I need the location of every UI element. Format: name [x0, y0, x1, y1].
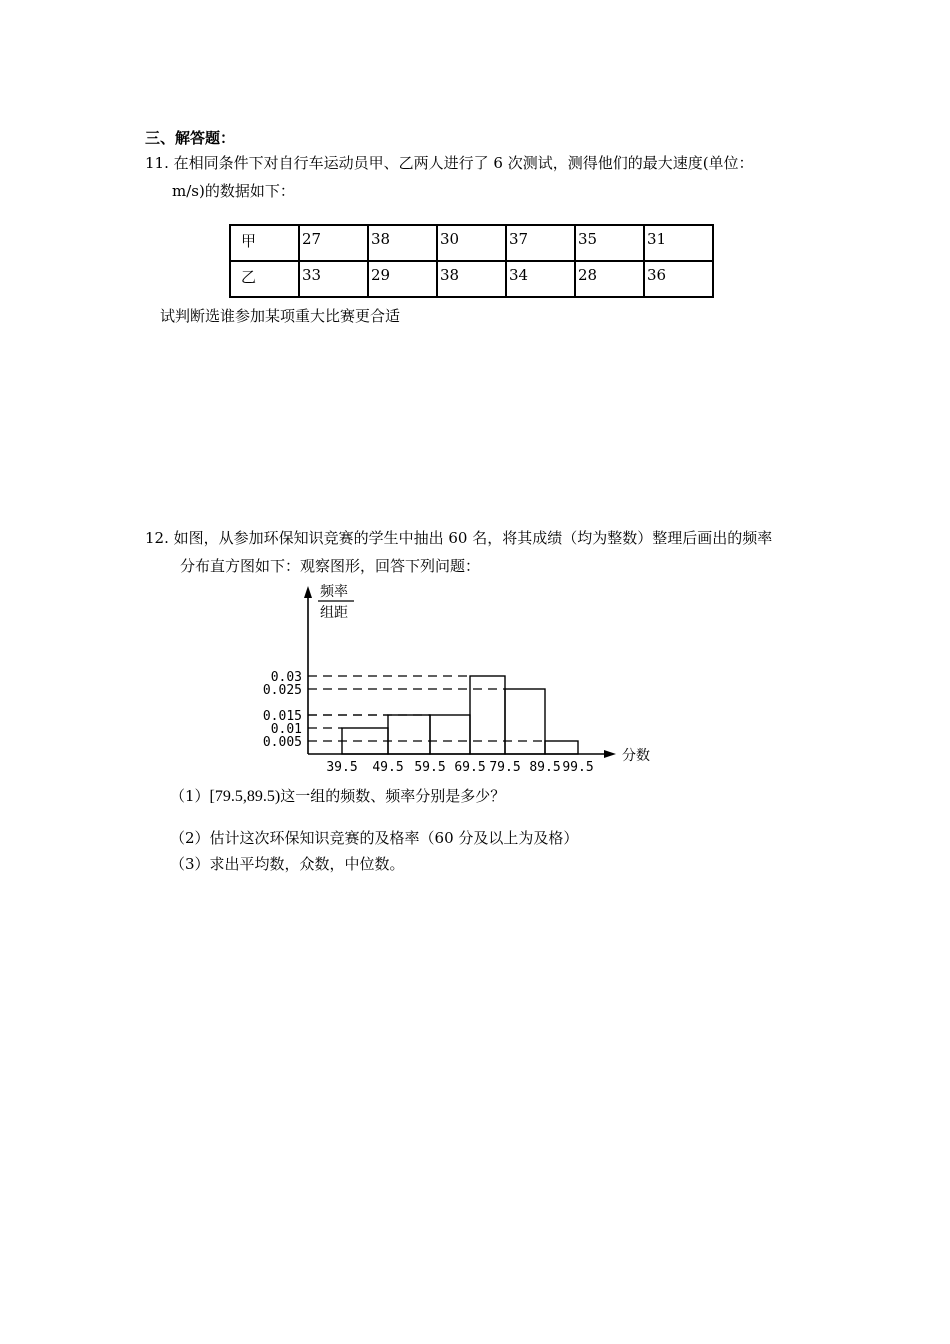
histogram-chart — [250, 580, 660, 775]
q12-sub1 — [170, 786, 505, 807]
table-cell: 29 — [368, 261, 437, 297]
x-tick-label: 69.5 — [454, 760, 486, 775]
table-cell: 37 — [506, 225, 575, 261]
sub1-text: 这一组的频数、频率分别是多少？ — [280, 787, 506, 805]
y-tick-label: 0.03 — [270, 670, 302, 685]
q11-question: 试判断选谁参加某项重大比赛更合适 — [160, 307, 401, 325]
histogram-bar — [342, 728, 388, 754]
y-axis-label-bottom: 组距 — [320, 605, 348, 621]
table-cell: 35 — [575, 225, 644, 261]
section-title: 三、解答题： — [145, 129, 236, 147]
q12-sub2: （2）估计这次环保知识竞赛的及格率（60 分及以上为及格） — [170, 829, 579, 847]
table-row — [230, 261, 713, 297]
q11-line1: 11. 在相同条件下对自行车运动员甲、乙两人进行了 6 次测试，测得他们的最大速度(单位： — [145, 154, 754, 172]
table-cell: 38 — [437, 261, 506, 297]
histogram-bar — [545, 741, 578, 754]
table-cell: 34 — [506, 261, 575, 297]
q12-line2: 分布直方图如下：观察图形，回答下列问题： — [180, 557, 481, 575]
table-cell: 36 — [644, 261, 713, 297]
q12-line1: 12. 如图，从参加环保知识竞赛的学生中抽出 60 名，将其成绩（均为整数）整理后画出的频率 — [145, 529, 773, 547]
table-cell: 30 — [437, 225, 506, 261]
histogram-bar — [430, 715, 470, 754]
y-axis-label-top: 频率 — [320, 584, 348, 600]
y-tick-label: 0.015 — [262, 709, 302, 724]
table-cell: 27 — [299, 225, 368, 261]
table-cell: 33 — [299, 261, 368, 297]
table-cell: 38 — [368, 225, 437, 261]
y-axis-arrow-icon — [304, 586, 312, 598]
y-tick-label: 0.01 — [270, 722, 302, 737]
row-name: 乙 — [230, 261, 299, 297]
table-cell: 31 — [644, 225, 713, 261]
row-name: 甲 — [230, 225, 299, 261]
histogram-bar — [505, 689, 545, 754]
sub1-interval: [79.5,89.5) — [209, 788, 281, 805]
x-tick-label: 49.5 — [372, 760, 404, 775]
sub1-prefix: （1） — [170, 787, 210, 805]
x-tick-label: 79.5 — [489, 760, 521, 775]
x-axis-arrow-icon — [604, 750, 616, 758]
speed-table — [229, 224, 714, 298]
y-tick-label: 0.005 — [262, 735, 302, 750]
table-row — [230, 225, 713, 261]
x-tick-label: 99.5 — [562, 760, 594, 775]
y-tick-label: 0.025 — [262, 683, 302, 698]
x-tick-label: 89.5 — [529, 760, 561, 775]
histogram-bar — [470, 676, 505, 754]
q12-sub3: （3）求出平均数，众数，中位数。 — [170, 855, 405, 873]
histogram-bar — [388, 715, 430, 754]
x-tick-label: 59.5 — [414, 760, 446, 775]
x-axis-label: 分数 — [622, 748, 650, 764]
table-cell: 28 — [575, 261, 644, 297]
x-tick-label: 39.5 — [326, 760, 358, 775]
q11-line2: m/s)的数据如下： — [172, 182, 295, 200]
